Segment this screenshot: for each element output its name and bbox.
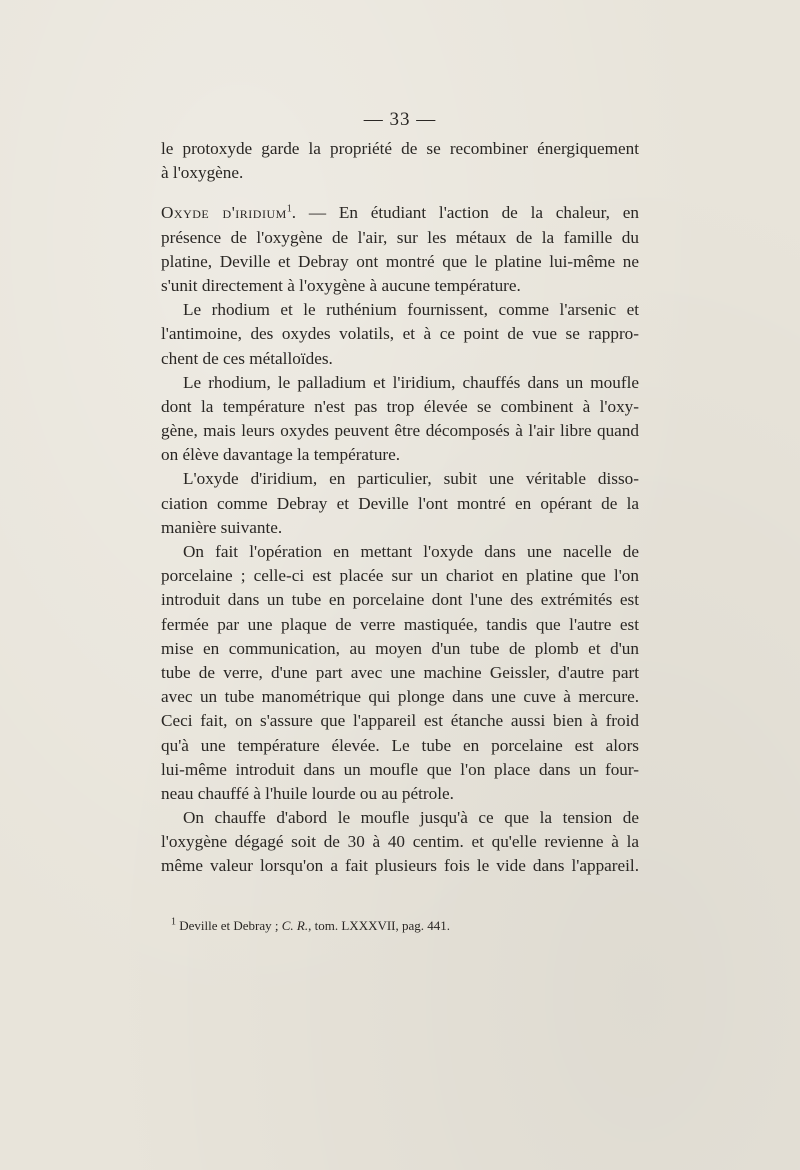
text-line: même valeur lorsqu'on a fait plusieurs fois le vide dans l'appareil. xyxy=(161,856,639,876)
text-line: qu'à une température élevée. Le tube en porcelaine est alors xyxy=(161,735,639,755)
footnote-authors: Deville et Debray ; xyxy=(179,918,279,933)
text-line: On chauffe d'abord le moufle jusqu'à ce que la tension de xyxy=(183,808,639,828)
text-line: dont la température n'est pas trop élevée se combinent à l'oxy- xyxy=(161,396,639,416)
text-line: lui-même introduit dans un moufle que l'on place dans un four- xyxy=(161,759,639,779)
text-line: neau chauffé à l'huile lourde ou au pétrole. xyxy=(161,783,454,803)
text-line: présence de l'oxygène de l'air, sur les métaux de la famille du xyxy=(161,227,639,247)
text-line: tube de verre, d'une part avec une machine Geissler, d'autre part xyxy=(161,662,639,682)
text-line: avec un tube manométrique qui plonge dans une cuve à mercure. xyxy=(161,687,639,707)
text-line: on élève davantage la température. xyxy=(161,445,401,465)
text-line: porcelaine ; celle-ci est placée sur un chariot en platine que l'on xyxy=(161,566,639,586)
paragraph-4 xyxy=(161,371,639,468)
paragraph-5 xyxy=(161,467,639,540)
footnote-reference: , tom. LXXXVII, pag. 441. xyxy=(308,918,451,933)
text-line: fermée par une plaque de verre mastiquée, tandis que l'autre est xyxy=(161,614,639,634)
paragraph-gap xyxy=(161,185,639,201)
text-line: L'oxyde d'iridium, en particulier, subit une véritable disso- xyxy=(183,469,639,489)
text-line: l'oxygène dégagé soit de 30 à 40 centim. et qu'elle revienne à la xyxy=(161,832,639,852)
body-text xyxy=(161,137,639,879)
footnote-mark: 1 xyxy=(171,916,176,928)
text-line: mise en communication, au moyen d'un tube de plomb et d'un xyxy=(161,638,639,658)
text-line: s'unit directement à l'oxygène à aucune température. xyxy=(161,275,521,295)
text-line: manière suivante. xyxy=(161,517,283,537)
paragraph-1 xyxy=(161,137,639,185)
footnote xyxy=(171,917,611,935)
paragraph-7 xyxy=(161,806,639,879)
page-number: — 33 — xyxy=(363,109,437,130)
footnote-mark: 1 xyxy=(286,203,292,215)
text-line: platine, Deville et Debray ont montré que le platine lui-même ne xyxy=(161,251,639,271)
text-line: à l'oxygène. xyxy=(161,163,244,183)
text-line: Le rhodium et le ruthénium fournissent, comme l'arsenic et xyxy=(183,300,639,320)
text-line: gène, mais leurs oxydes peuvent être décomposés à l'air libre quand xyxy=(161,421,639,441)
paragraph-6 xyxy=(161,540,639,806)
section-heading: Oxyde d'iridium xyxy=(161,203,287,223)
text-line: le protoxyde garde la propriété de se recombiner énergiquement xyxy=(161,139,639,158)
text-line: ciation comme Debray et Deville l'ont montré en opérant de la xyxy=(161,493,639,513)
text-line xyxy=(161,201,639,225)
text-line: chent de ces métalloïdes. xyxy=(161,348,333,368)
paragraph-3 xyxy=(161,298,639,371)
text-line: l'antimoine, des oxydes volatils, et à ce point de vue se rappro- xyxy=(161,324,639,344)
text-line: On fait l'opération en mettant l'oxyde dans une nacelle de xyxy=(183,542,639,561)
heading-tail: . — En étudiant l'action de la chaleur, en xyxy=(291,203,639,223)
paragraph-2 xyxy=(161,201,639,298)
footnote-journal: C. R. xyxy=(281,918,309,933)
text-line: Ceci fait, on s'assure que l'appareil est étanche aussi bien à froid xyxy=(161,711,639,731)
text-line: introduit dans un tube en porcelaine dont l'une des extrémités est xyxy=(161,590,639,610)
text-line: Le rhodium, le palladium et l'iridium, chauffés dans un moufle xyxy=(183,372,639,392)
